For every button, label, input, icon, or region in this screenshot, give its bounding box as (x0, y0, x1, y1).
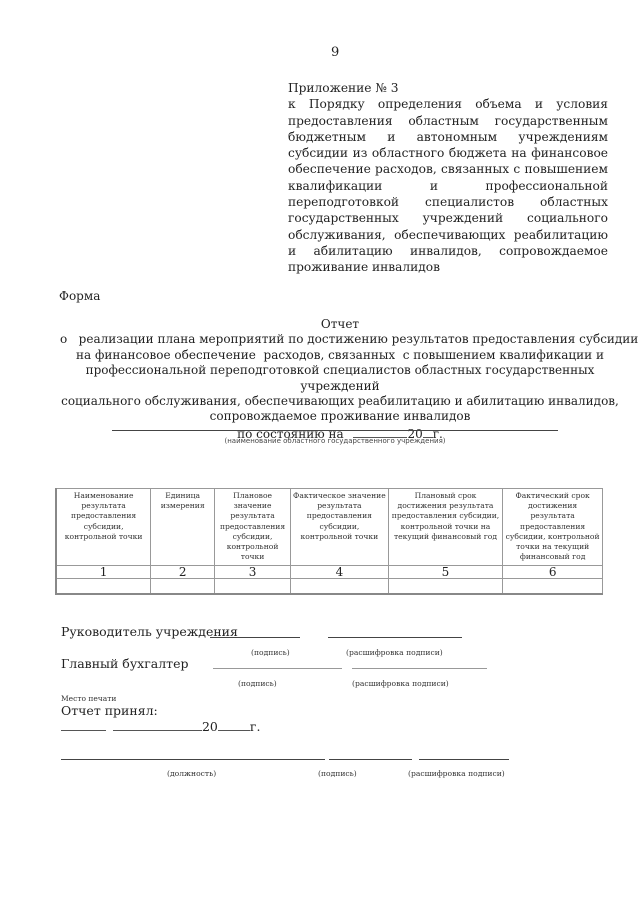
appendix-block (288, 80, 608, 276)
accepted-decode-field[interactable] (419, 759, 509, 760)
column-number: 4 (291, 566, 389, 579)
column-number: 1 (56, 566, 151, 579)
accepted-signature-field[interactable] (329, 759, 412, 760)
date-year-field[interactable] (423, 425, 433, 438)
table-cell[interactable] (215, 579, 291, 595)
accepted-decode-caption: (расшифровка подписи) (408, 769, 505, 778)
column-number: 2 (151, 566, 215, 579)
head-label: Руководитель учреждения (61, 624, 238, 639)
head-sign-caption: (подпись) (251, 648, 290, 657)
table-cell[interactable] (388, 579, 503, 595)
accepted-sign-caption: (подпись) (318, 769, 357, 778)
head-decode-field[interactable] (328, 637, 462, 638)
accountant-sign-caption: (подпись) (238, 679, 277, 688)
table-header-row (56, 489, 603, 566)
table-header-cell: Наименование результата предоставления субсидии, контрольной точки (56, 489, 151, 566)
accepted-year-prefix: 20 (201, 719, 218, 734)
appendix-title: Приложение № 3 (288, 81, 399, 95)
report-line: профессиональной переподготовкой специалистов областных государственных учреждений (85, 363, 595, 393)
accepted-year-suffix: г. (249, 719, 261, 734)
accountant-decode-caption: (расшифровка подписи) (352, 679, 449, 688)
table-cell[interactable] (151, 579, 215, 595)
report-table (55, 488, 603, 595)
accountant-signature-field[interactable] (213, 668, 342, 669)
report-title-block (60, 317, 639, 442)
form-label: Форма (59, 289, 101, 303)
accepted-year-field[interactable] (218, 718, 250, 731)
table-cell[interactable] (56, 579, 151, 595)
position-caption: (должность) (167, 769, 217, 778)
report-line: сопровождаемое проживание инвалидов (209, 409, 471, 424)
table-header-cell: Фактическое значение результата предоставления субсидии, контрольной точки (291, 489, 389, 566)
accepted-month-field[interactable] (113, 718, 202, 731)
date-day-month-field[interactable] (353, 425, 407, 438)
report-line: на финансовое обеспечение расходов, связанных с повышением квалификации и (76, 347, 604, 362)
head-decode-caption: (расшифровка подписи) (346, 648, 443, 657)
table-column-number-row (56, 566, 603, 579)
accountant-label: Главный бухгалтер (61, 656, 189, 671)
report-line: социального обслуживания, обеспечивающих реабилитацию и абилитацию инвалидов, (61, 394, 619, 409)
date-year-prefix: 20 (407, 426, 423, 441)
table-row (56, 579, 603, 595)
column-number: 5 (388, 566, 503, 579)
table-header-cell: Фактический срок достижения результата предоставления субсидии, контрольной точки на текущий финансовый год (503, 489, 603, 566)
accepted-position-field[interactable] (61, 759, 325, 760)
stamp-label: Место печати (61, 694, 117, 703)
date-prefix: по состоянию на (237, 426, 344, 441)
page-number: 9 (331, 45, 340, 60)
date-suffix: г. (432, 426, 443, 441)
appendix-body: к Порядку определения объема и условия предоставления областным государственным бюджетным и автономным учреждениям субсидии из областного бюджета на финансовое обеспечение расходов, связанных с повышением квалификации и профессиональной переподготовкой специалистов областных государственных учреждений социального обслуживания, обеспечивающих реабилитацию и абилитацию инвалидов, сопровождаемое проживание инвалидов (288, 97, 608, 275)
accepted-label: Отчет принял: (61, 703, 158, 718)
institution-caption: (наименование областного государственного учреждения) (224, 437, 446, 445)
column-number: 3 (215, 566, 291, 579)
institution-name-field[interactable] (112, 430, 558, 431)
table-header-cell: Плановый срок достижения результата предоставления субсидии, контрольной точки на текущий финансовый год (388, 489, 503, 566)
table-cell[interactable] (291, 579, 389, 595)
table-header-cell: Единица измерения (151, 489, 215, 566)
column-number: 6 (503, 566, 603, 579)
report-heading: Отчет (320, 317, 360, 331)
accepted-day-field[interactable] (61, 718, 106, 731)
table-cell[interactable] (503, 579, 603, 595)
report-line: о реализации плана мероприятий по достижению результатов предоставления субсидии (60, 332, 639, 347)
accountant-decode-field[interactable] (352, 668, 487, 669)
table-header-cell: Плановое значение результата предоставления субсидии, контрольной точки (215, 489, 291, 566)
accepted-date-line (61, 718, 260, 734)
head-signature-field[interactable] (210, 637, 300, 638)
